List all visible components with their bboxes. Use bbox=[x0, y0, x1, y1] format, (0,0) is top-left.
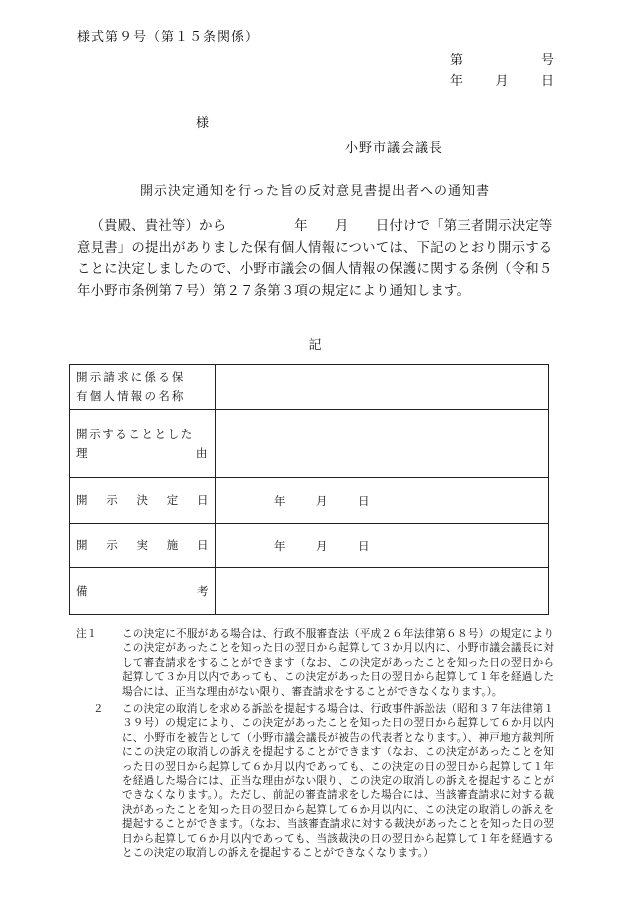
row-value-remarks bbox=[216, 568, 549, 615]
label-line bbox=[76, 536, 209, 555]
label-char: 定 bbox=[166, 493, 179, 507]
row-label-decision-date bbox=[70, 478, 216, 524]
note-text: この決定の取消しを求める訴訟を提起する場合は、行政事件訴訟法（昭和３７年法律第１３９号）の規定により、この決定があったことを知った日の翌日から起算して６か月以内に、小野市を被告として（小野市議会議長が被告の代表者となります。）、神戸地方裁判所にこの決定の取消しの訴えを提起することができます（なお、この決定があったことを知った日の翌日から起算して６か月以内であっても、この決定の日の翌日から起算して１年を経過した場合には、正当な理由がない限り、この決定の取消しの訴えを提起することができなくなります。）。ただし、前記の審査請求をした場合には、当該審査請求に対する裁決があったことを知った日の翌日から起算して６か月以内に、この決定の取消しの訴えを提起することができます。（なお、当該審査請求に対する裁決があったことを知った日の翌日から起算して６か月以内であっても、当該裁決の日の翌日から起算して１年を経過するとこの決定の取消しの訴えを提起することができなくなります。） bbox=[122, 703, 554, 860]
label-char: 備 bbox=[76, 583, 88, 598]
label-char: 日 bbox=[197, 493, 209, 507]
label-char: 由 bbox=[195, 445, 209, 460]
label-char: 開 bbox=[76, 538, 88, 552]
label-line bbox=[76, 491, 209, 510]
notes-section bbox=[76, 627, 554, 861]
month-label: 月 bbox=[316, 493, 328, 508]
label-char: 示 bbox=[106, 538, 119, 552]
notice-table bbox=[69, 364, 549, 615]
row-value-info-name bbox=[216, 365, 549, 410]
note-mark: 注１ bbox=[76, 628, 98, 640]
label-line: 開示することとした bbox=[76, 426, 194, 441]
day-label: 日 bbox=[358, 493, 370, 508]
day-label: 日 bbox=[358, 538, 370, 553]
table-row bbox=[70, 478, 549, 524]
label-char: 施 bbox=[166, 538, 179, 552]
label-char: 開 bbox=[76, 493, 88, 507]
document-number-line bbox=[450, 49, 554, 68]
label-char: 示 bbox=[106, 493, 119, 507]
note-1 bbox=[76, 627, 554, 699]
label-line bbox=[76, 582, 209, 601]
note-text: この決定に不服がある場合は、行政不服審査法（平成２６年法律第６８号）の規定によりこの決定があったことを知った日の翌日から起算して３か月以内に、小野市議会議長に対して審査請求をすることができます（なお、この決定があったことを知った日の翌日から起算して３か月以内であっても、この決定があった日の翌日から起算して１年を経過した場合には、正当な理由がない限り、審査請求をすることができなくなります。）。 bbox=[122, 628, 554, 698]
table-row bbox=[70, 568, 549, 615]
label-line bbox=[76, 444, 209, 463]
row-value-reason bbox=[216, 410, 549, 478]
date-day-label: 日 bbox=[540, 74, 554, 89]
row-label-remarks bbox=[70, 568, 216, 615]
label-char: 実 bbox=[136, 538, 149, 552]
row-label-reason bbox=[70, 410, 216, 478]
note-2 bbox=[76, 702, 554, 860]
label-char: 日 bbox=[197, 538, 209, 552]
row-value-disclosure-date bbox=[216, 524, 549, 568]
ki-heading: 記 bbox=[308, 338, 322, 353]
number-suffix: 号 bbox=[540, 53, 554, 68]
body-paragraph: （貴殿、貴社等）から 年 月 日付けで「第三者開示決定等意見書」の提出がありました保有個人情報については、下記のとおり開示することに決定しましたので、小野市議会の個人情報の保護に関する条例（令和５年小野市条例第７号）第２７条第３項の規定により通知します。 bbox=[77, 219, 553, 299]
date-year-label: 年 bbox=[450, 74, 464, 89]
label-line: 有個人情報の名称 bbox=[76, 389, 186, 403]
addressee-honorific: 様 bbox=[196, 116, 210, 131]
table-row bbox=[70, 365, 549, 410]
label-char: 決 bbox=[136, 493, 149, 507]
label-char: 理 bbox=[76, 445, 90, 460]
year-label: 年 bbox=[274, 493, 286, 508]
month-label: 月 bbox=[316, 538, 328, 553]
note-mark: ２ bbox=[93, 703, 104, 716]
row-value-decision-date bbox=[216, 478, 549, 524]
table-row bbox=[70, 524, 549, 568]
document-date-line bbox=[450, 70, 554, 89]
row-label-disclosure-date bbox=[70, 524, 216, 568]
number-prefix: 第 bbox=[450, 53, 464, 68]
sender-name: 小野市議会議長 bbox=[345, 141, 444, 156]
label-line: 開示請求に係る保 bbox=[76, 370, 186, 384]
date-month-label: 月 bbox=[495, 74, 509, 89]
row-label-info-name bbox=[70, 365, 216, 410]
year-label: 年 bbox=[274, 538, 286, 553]
table-row bbox=[70, 410, 549, 478]
form-number: 様式第９号（第１５条関係） bbox=[77, 30, 260, 45]
label-char: 考 bbox=[197, 583, 209, 598]
document-title: 開示決定通知を行った旨の反対意見書提出者への通知書 bbox=[139, 184, 490, 199]
